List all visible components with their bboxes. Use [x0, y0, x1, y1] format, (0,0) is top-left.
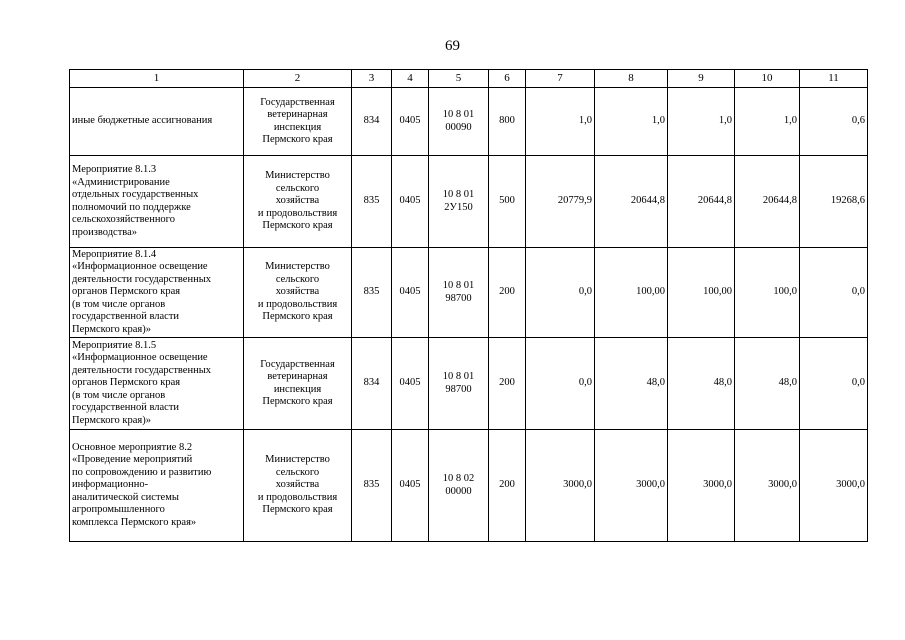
- value-col-10: 100,0: [735, 248, 800, 338]
- csr-code: 10 8 01 98700: [442, 280, 475, 304]
- activity-name-cell: [70, 88, 244, 156]
- value-col-9: 20644,8: [668, 156, 735, 248]
- activity-name-cell: [70, 338, 244, 430]
- value-col-10: 48,0: [735, 338, 800, 430]
- vr-code: 200: [489, 248, 526, 338]
- value-col-11: 0,6: [800, 88, 868, 156]
- value-col-8: 20644,8: [595, 156, 668, 248]
- table-row: [70, 248, 868, 338]
- table-row: [70, 430, 868, 542]
- activity-name: Основное мероприятие 8.2 «Проведение мероприятий по сопровождению и развитию информационно- аналитической системы агропромышленного комплекса Пермского края»: [72, 441, 212, 528]
- grbs-code: 835: [352, 248, 392, 338]
- value-col-7: 0,0: [526, 338, 595, 430]
- activity-name: Мероприятие 8.1.5 «Информационное освещение деятельности государственных органов Пермского края (в том числе органов государственной власти Пермского края)»: [72, 339, 212, 426]
- activity-name: иные бюджетные ассигнования: [72, 115, 213, 127]
- value-col-11: 0,0: [800, 248, 868, 338]
- activity-name-cell: [70, 156, 244, 248]
- column-number-row: [70, 70, 868, 88]
- value-col-10: 1,0: [735, 88, 800, 156]
- executor-cell: [244, 430, 352, 542]
- column-header: 7: [526, 70, 595, 88]
- executor: Министерство сельского хозяйства и продовольствия Пермского края: [257, 454, 338, 516]
- budget-table: [69, 69, 868, 542]
- executor: Министерство сельского хозяйства и продовольствия Пермского края: [257, 170, 338, 232]
- activity-name-cell: [70, 430, 244, 542]
- column-header: 6: [489, 70, 526, 88]
- csr-cell: [429, 156, 489, 248]
- csr-code: 10 8 01 98700: [442, 371, 475, 395]
- column-header: 4: [392, 70, 429, 88]
- value-col-9: 100,00: [668, 248, 735, 338]
- executor: Государственная ветеринарная инспекция Пермского края: [260, 96, 335, 145]
- value-col-9: 48,0: [668, 338, 735, 430]
- grbs-code: 834: [352, 88, 392, 156]
- value-col-8: 100,00: [595, 248, 668, 338]
- table-row: [70, 156, 868, 248]
- value-col-8: 1,0: [595, 88, 668, 156]
- value-col-7: 3000,0: [526, 430, 595, 542]
- section-code: 0405: [392, 88, 429, 156]
- vr-code: 200: [489, 430, 526, 542]
- value-col-11: 0,0: [800, 338, 868, 430]
- table-row: [70, 88, 868, 156]
- section-code: 0405: [392, 248, 429, 338]
- value-col-8: 3000,0: [595, 430, 668, 542]
- csr-code: 10 8 02 00000: [442, 473, 475, 497]
- value-col-9: 1,0: [668, 88, 735, 156]
- value-col-7: 20779,9: [526, 156, 595, 248]
- vr-code: 200: [489, 338, 526, 430]
- table-row: [70, 338, 868, 430]
- value-col-10: 20644,8: [735, 156, 800, 248]
- column-header: 2: [244, 70, 352, 88]
- grbs-code: 834: [352, 338, 392, 430]
- activity-name-cell: [70, 248, 244, 338]
- column-header: 3: [352, 70, 392, 88]
- value-col-9: 3000,0: [668, 430, 735, 542]
- csr-cell: [429, 430, 489, 542]
- column-header: 10: [735, 70, 800, 88]
- column-header: 5: [429, 70, 489, 88]
- vr-code: 500: [489, 156, 526, 248]
- csr-code: 10 8 01 2У150: [442, 189, 475, 213]
- value-col-7: 0,0: [526, 248, 595, 338]
- csr-cell: [429, 248, 489, 338]
- executor: Министерство сельского хозяйства и продовольствия Пермского края: [257, 261, 338, 323]
- csr-cell: [429, 88, 489, 156]
- section-code: 0405: [392, 156, 429, 248]
- column-header: 9: [668, 70, 735, 88]
- grbs-code: 835: [352, 430, 392, 542]
- value-col-7: 1,0: [526, 88, 595, 156]
- activity-name: Мероприятие 8.1.3 «Администрирование отдельных государственных полномочий по поддержке сельскохозяйственного производства»: [72, 164, 199, 238]
- vr-code: 800: [489, 88, 526, 156]
- column-header: 8: [595, 70, 668, 88]
- executor-cell: [244, 88, 352, 156]
- section-code: 0405: [392, 430, 429, 542]
- executor: Государственная ветеринарная инспекция Пермского края: [260, 358, 335, 407]
- csr-cell: [429, 338, 489, 430]
- executor-cell: [244, 338, 352, 430]
- value-col-8: 48,0: [595, 338, 668, 430]
- section-code: 0405: [392, 338, 429, 430]
- csr-code: 10 8 01 00090: [442, 109, 475, 133]
- page-number: 69: [445, 38, 460, 54]
- executor-cell: [244, 248, 352, 338]
- activity-name: Мероприятие 8.1.4 «Информационное освещение деятельности государственных органов Пермского края (в том числе органов государственной власти Пермского края)»: [72, 248, 212, 335]
- value-col-10: 3000,0: [735, 430, 800, 542]
- grbs-code: 835: [352, 156, 392, 248]
- column-header: 1: [70, 70, 244, 88]
- value-col-11: 3000,0: [800, 430, 868, 542]
- column-header: 11: [800, 70, 868, 88]
- executor-cell: [244, 156, 352, 248]
- value-col-11: 19268,6: [800, 156, 868, 248]
